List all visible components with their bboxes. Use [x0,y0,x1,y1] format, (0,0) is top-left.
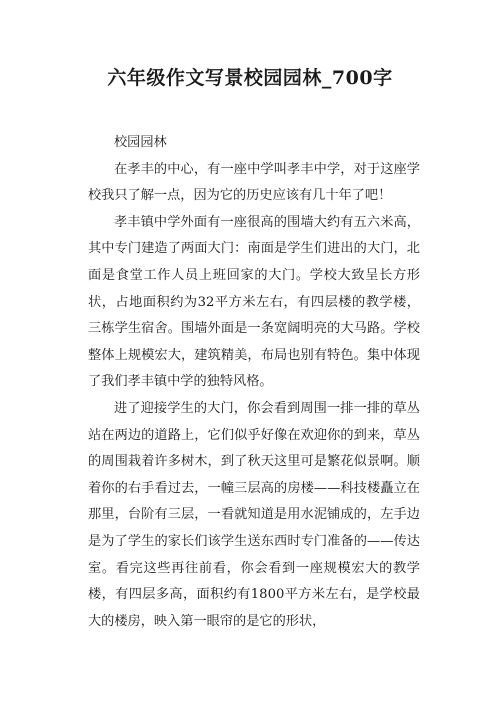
paragraph-intro: 在孝丰的中心，有一座中学叫孝丰中学，对于这座学校我只了解一点，因为它的历史应该有几十年了吧！ [88,161,420,204]
document-body [88,130,420,635]
paragraph-school-layout: 孝丰镇中学外面有一座很高的围墙大约有五六米高，其中专门建造了两面大门：南面是学生们进出的大门，北面是食堂工作人员上班回家的大门。学校大致呈长方形状，占地面积约为32平方米左右，有四层楼的教学楼，三栋学生宿舍。围墙外面是一条宽阔明亮的大马路。学校整体上规模宏大，建筑精美，布局也别有特色。集中体现了我们孝丰镇中学的独特风格。 [88,214,420,390]
paragraph-entrance: 进了迎接学生的大门，你会看到周围一排一排的草丛站在两边的道路上，它们似乎好像在欢迎你的到来，草丛的周围栽着许多树木，到了秋天这里可是繁花似景啊。顺着你的右手看过去，一幢三层高的房楼——科技楼矗立在那里，台阶有三层，一看就知道是用水泥铺成的，左手边是为了学生的家长们该学生送东西时专门准备的——传达室。看完这些再往前看，你会看到一座规模宏大的教学楼，有四层多高，面积约有1800平方米左右，是学校最大的楼房，映入第一眼帘的是它的形状， [88,400,420,629]
section-heading: 校园园林 [114,135,167,150]
document-title: 六年级作文写景校园园林_700字 [107,67,393,89]
